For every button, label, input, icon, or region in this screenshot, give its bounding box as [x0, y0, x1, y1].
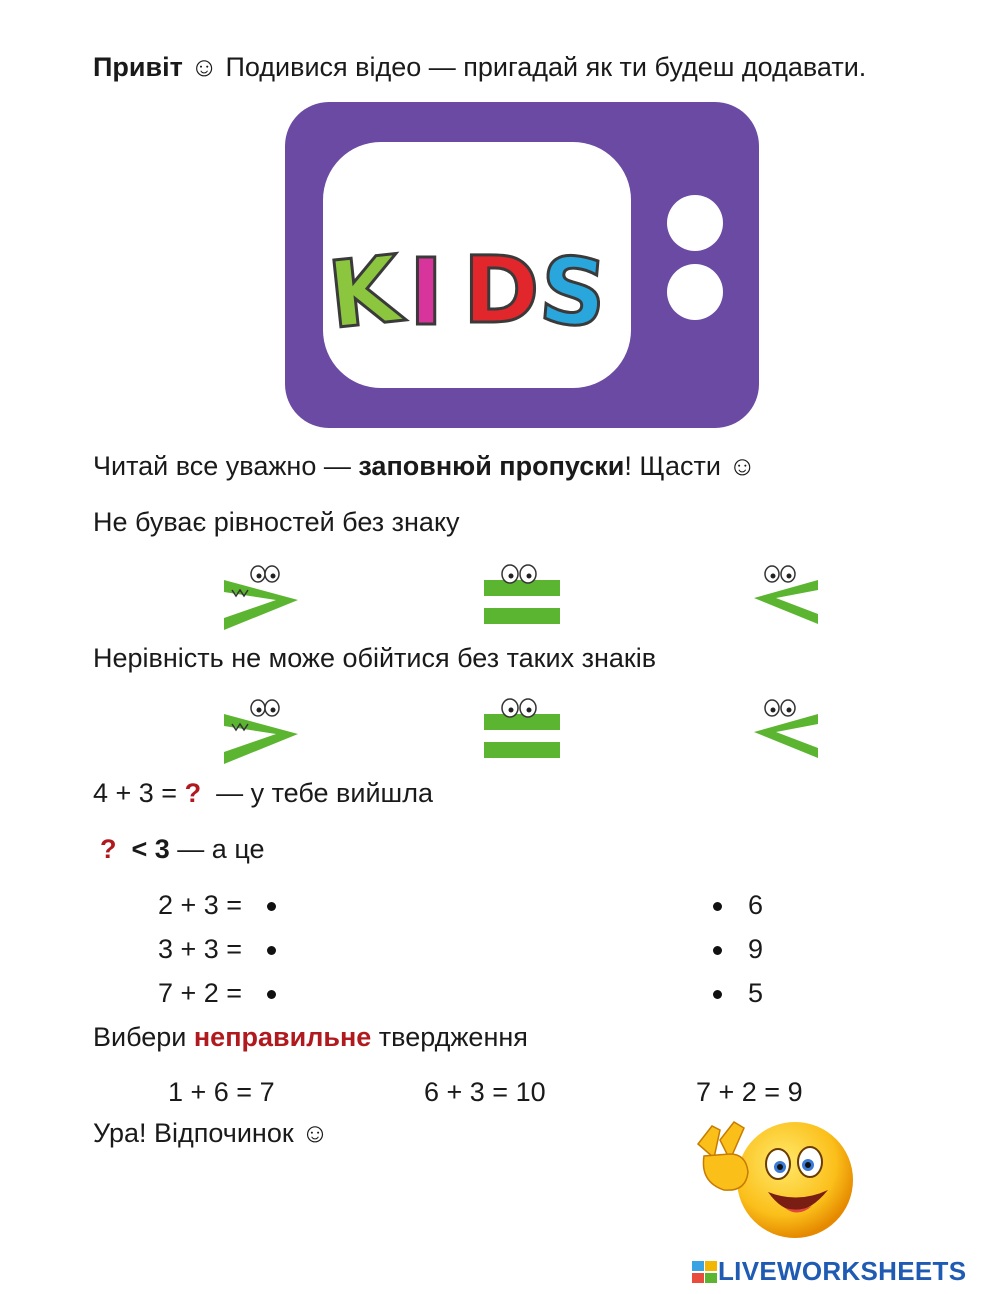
problem-suffix: — у тебе вийшла [208, 778, 433, 808]
match-left-1: 2 + 3 = [158, 890, 243, 920]
intro-text: Подивися відео — пригадай як ти будеш додавати. [225, 52, 867, 82]
greater-than-croc-icon[interactable] [218, 560, 308, 638]
choose-highlight: неправильне [193, 1022, 372, 1052]
match-dot-left-1[interactable] [267, 902, 276, 911]
inequality-line: Нерівність не може обійтися без таких знаків [93, 643, 657, 673]
compare-line [100, 834, 265, 865]
smile-icon: ☺ [728, 451, 757, 481]
instruction-bold: заповнюй пропуски [358, 451, 625, 481]
problem-expr: 4 + 3 = [93, 778, 185, 808]
equals-croc-icon[interactable] [478, 694, 568, 772]
victory-emoji-icon [690, 1120, 860, 1250]
match-dot-left-3[interactable] [267, 990, 276, 999]
greeting: Привіт [93, 52, 183, 82]
answer-blank[interactable]: ? [184, 778, 202, 808]
ending-text: Ура! Відпочинок [93, 1118, 294, 1148]
choose-suffix: твердження [371, 1022, 528, 1052]
statement-option-2[interactable]: 6 + 3 = 10 [424, 1077, 546, 1107]
compare-rest: < 3 [124, 834, 170, 864]
statement-option-1[interactable]: 1 + 6 = 7 [168, 1077, 275, 1107]
equals-croc-icon[interactable] [478, 560, 568, 638]
intro-line [93, 52, 866, 83]
match-left-2: 3 + 3 = [158, 934, 243, 964]
less-than-croc-icon[interactable] [748, 694, 838, 772]
choose-line [93, 1022, 528, 1053]
statement-option-3[interactable]: 7 + 2 = 9 [696, 1077, 803, 1107]
greater-than-croc-icon[interactable] [218, 694, 308, 772]
match-dot-right-1[interactable] [713, 902, 722, 911]
liveworksheets-logo [692, 1256, 966, 1287]
svg-text:I: I [409, 239, 444, 346]
match-dot-right-2[interactable] [713, 946, 722, 955]
tv-video-thumbnail[interactable] [285, 102, 759, 428]
instruction-prefix: Читай все уважно — [93, 451, 359, 481]
match-left-3: 7 + 2 = [158, 978, 243, 1008]
smile-icon: ☺ [301, 1118, 329, 1148]
compare-blank[interactable]: ? [100, 834, 117, 864]
choose-prefix: Вибери [93, 1022, 194, 1052]
equality-line: Не буває рівностей без знаку [93, 507, 460, 537]
match-right-3: 5 [748, 978, 764, 1008]
match-dot-right-3[interactable] [713, 990, 722, 999]
match-right-2: 9 [748, 934, 764, 964]
liveworksheets-brand: LIVEWORKSHEETS [718, 1256, 967, 1286]
instruction-suffix: ! Щасти [624, 451, 721, 481]
less-than-croc-icon[interactable] [748, 560, 838, 638]
match-right-1: 6 [748, 890, 764, 920]
svg-text:K: K [323, 235, 406, 350]
svg-text:D: D [463, 237, 540, 344]
smile-icon: ☺ [190, 52, 218, 82]
svg-text:S: S [535, 236, 611, 349]
instruction-line [93, 451, 756, 482]
problem-line [93, 778, 433, 809]
match-dot-left-2[interactable] [267, 946, 276, 955]
liveworksheets-badge-icon [692, 1259, 718, 1285]
ending-line [93, 1118, 329, 1149]
compare-suffix: — а це [169, 834, 265, 864]
